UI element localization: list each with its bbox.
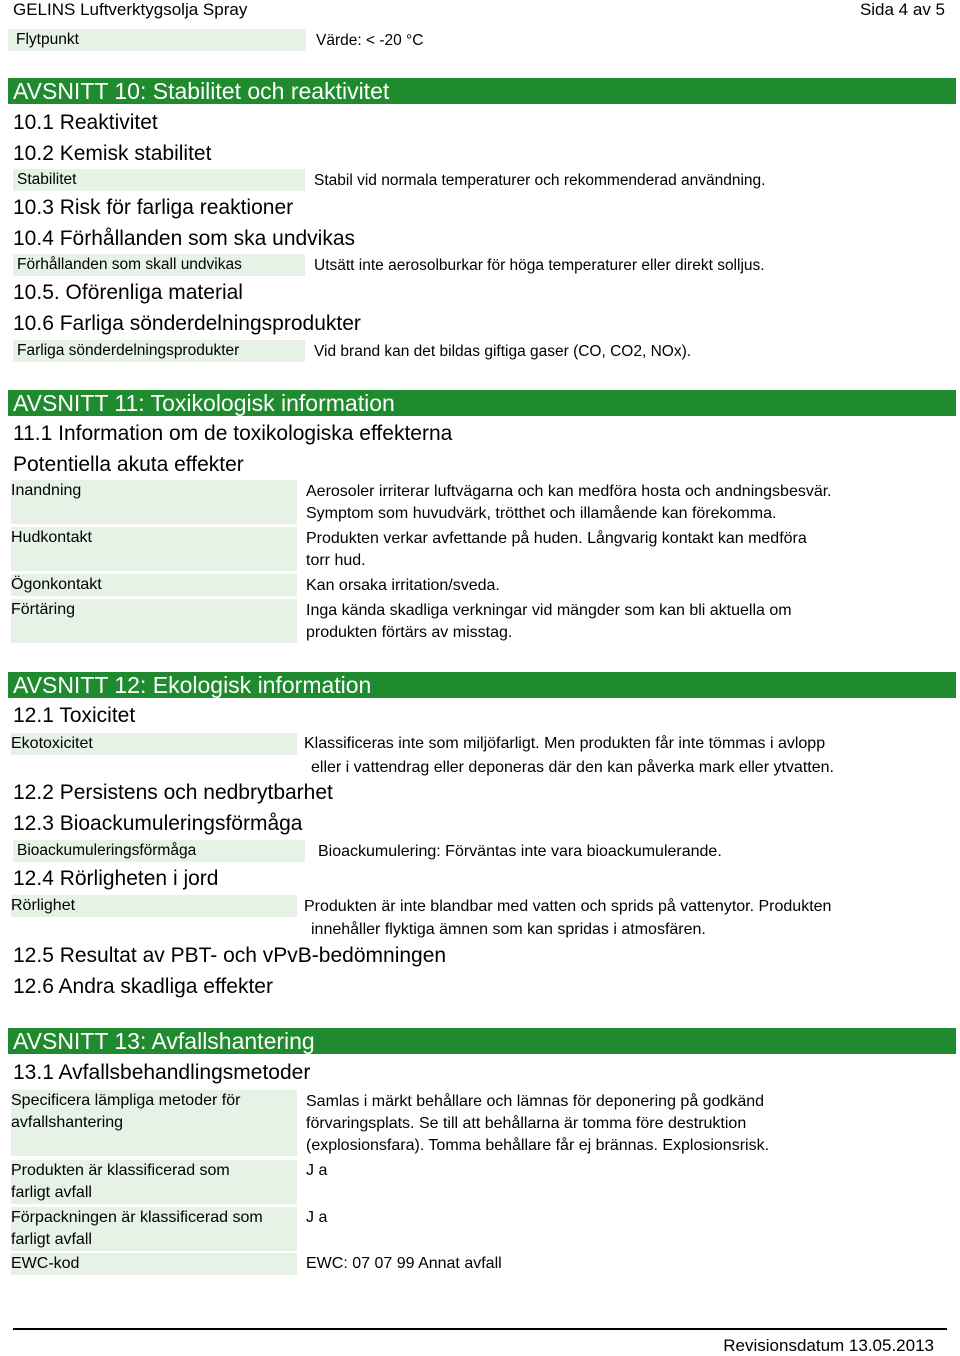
eye-contact-label: Ögonkontakt [11, 574, 297, 596]
heading-10-3: 10.3 Risk för farliga reaktioner [13, 196, 294, 219]
product-hazardous-label [11, 1160, 297, 1204]
document-title: GELINS Luftverktygsolja Spray [13, 0, 248, 19]
product-hazardous-value: J a [306, 1162, 328, 1179]
packaging-hazardous-label-line1: Förpackningen är klassificerad som [11, 1209, 263, 1226]
avoid-conditions-label: Förhållanden som skall undvikas [13, 254, 305, 276]
ingestion-label: Förtäring [11, 599, 297, 643]
skin-contact-value-line1: Produkten verkar avfettande på huden. Långvarig kontakt kan medföra [306, 530, 807, 547]
heading-12-6: 12.6 Andra skadliga effekter [13, 975, 273, 998]
waste-methods-label-line1: Specificera lämpliga metoder för [11, 1092, 241, 1109]
ecotoxicity-label: Ekotoxicitet [11, 733, 297, 755]
flashpoint-label: Flytpunkt [8, 29, 306, 51]
ewc-code-label: EWC-kod [11, 1253, 297, 1275]
revision-date: Revisionsdatum 13.05.2013 [723, 1336, 934, 1355]
ingestion-value-line1: Inga kända skadliga verkningar vid mängder som kan bli aktuella om [306, 602, 792, 619]
heading-12-3: 12.3 Bioackumuleringsförmåga [13, 812, 303, 835]
product-hazardous-label-line2: farligt avfall [11, 1184, 92, 1201]
section-13-header: AVSNITT 13: Avfallshantering [8, 1028, 956, 1054]
heading-10-1: 10.1 Reaktivitet [13, 111, 158, 134]
packaging-hazardous-value: J a [306, 1209, 328, 1226]
heading-10-5: 10.5. Oförenliga material [13, 281, 243, 304]
section-11-header: AVSNITT 11: Toxikologisk information [8, 390, 956, 416]
skin-contact-label: Hudkontakt [11, 527, 297, 571]
mobility-label: Rörlighet [11, 895, 297, 917]
ecotoxicity-value-line1: Klassificeras inte som miljöfarligt. Men produkten får inte tömmas i avlopp [304, 735, 826, 752]
avoid-conditions-value: Utsätt inte aerosolburkar för höga temperaturer eller direkt solljus. [314, 257, 765, 274]
heading-potential-effects: Potentiella akuta effekter [13, 453, 244, 476]
mobility-value-line2: innehåller flyktiga ämnen som kan spridas i atmosfären. [311, 921, 706, 938]
stability-label: Stabilitet [13, 169, 305, 191]
inhalation-value-line2: Symptom som huvudvärk, trötthet och illamående kan förekomma. [306, 505, 777, 522]
section-10-header: AVSNITT 10: Stabilitet och reaktivitet [8, 78, 956, 104]
product-hazardous-label-line1: Produkten är klassificerad som [11, 1162, 230, 1179]
decomposition-label: Farliga sönderdelningsprodukter [13, 340, 305, 362]
ewc-code-value: EWC: 07 07 99 Annat avfall [306, 1255, 502, 1272]
ecotoxicity-value-line2: eller i vattendrag eller deponeras där den kan påverka mark eller ytvatten. [311, 759, 834, 776]
waste-methods-label-line2: avfallshantering [11, 1114, 124, 1131]
heading-12-4: 12.4 Rörligheten i jord [13, 867, 219, 890]
heading-12-5: 12.5 Resultat av PBT- och vPvB-bedömningen [13, 944, 447, 967]
packaging-hazardous-label [11, 1207, 297, 1251]
page-number: Sida 4 av 5 [859, 0, 945, 19]
heading-13-1: 13.1 Avfallsbehandlingsmetoder [13, 1061, 311, 1084]
section-12-header: AVSNITT 12: Ekologisk information [8, 672, 956, 698]
skin-contact-value-line2: torr hud. [306, 552, 366, 569]
packaging-hazardous-label-line2: farligt avfall [11, 1231, 92, 1248]
ingestion-value-line2: produkten förtärs av misstag. [306, 624, 513, 641]
heading-12-1: 12.1 Toxicitet [13, 704, 136, 727]
footer-rule [13, 1328, 947, 1330]
heading-10-6: 10.6 Farliga sönderdelningsprodukter [13, 312, 361, 335]
decomposition-value: Vid brand kan det bildas giftiga gaser (CO, CO2, NOx). [314, 343, 692, 360]
heading-12-2: 12.2 Persistens och nedbrytbarhet [13, 781, 333, 804]
waste-methods-value-line1: Samlas i märkt behållare och lämnas för deponering på godkänd [306, 1093, 765, 1110]
heading-10-2: 10.2 Kemisk stabilitet [13, 142, 212, 165]
inhalation-label: Inandning [11, 480, 297, 524]
mobility-value-line1: Produkten är inte blandbar med vatten och sprids på vattenytor. Produkten [304, 898, 832, 915]
bioaccumulation-label: Bioackumuleringsförmåga [13, 840, 305, 862]
heading-11-1: 11.1 Information om de toxikologiska effekterna [13, 422, 453, 445]
waste-methods-value-line2: förvaringsplats. Se till att behållarna är tomma före destruktion [306, 1115, 747, 1132]
bioaccumulation-value: Bioackumulering: Förväntas inte vara bioackumulerande. [318, 843, 722, 860]
waste-methods-label [11, 1090, 297, 1156]
heading-10-4: 10.4 Förhållanden som ska undvikas [13, 227, 356, 250]
stability-value: Stabil vid normala temperaturer och rekommenderad användning. [314, 172, 766, 189]
flashpoint-value: Värde: < -20 °C [316, 32, 424, 49]
eye-contact-value: Kan orsaka irritation/sveda. [306, 577, 500, 594]
waste-methods-value-line3: (explosionsfara). Tomma behållare får ej brännas. Explosionsrisk. [306, 1137, 770, 1154]
inhalation-value-line1: Aerosoler irriterar luftvägarna och kan medföra hosta och andningsbesvär. [306, 483, 832, 500]
